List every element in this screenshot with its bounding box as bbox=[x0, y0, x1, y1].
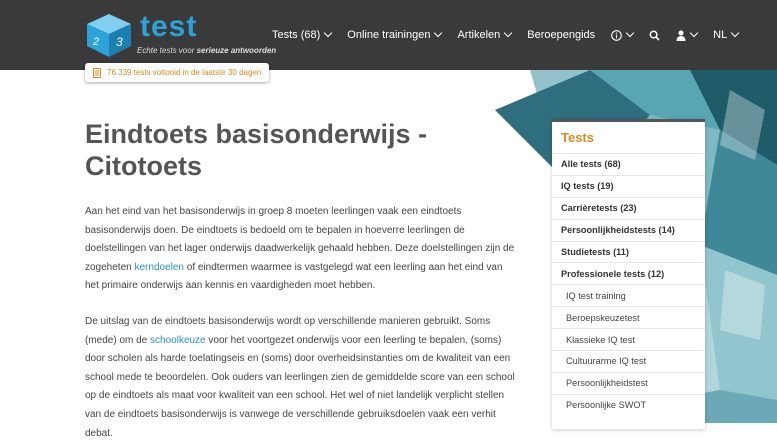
nav-item-artikelen[interactable] bbox=[457, 29, 511, 41]
site-logo[interactable] bbox=[85, 12, 275, 60]
sidebar-subitem-iq-test-training[interactable]: IQ test training bbox=[552, 284, 705, 306]
nav-user-menu[interactable] bbox=[676, 30, 697, 41]
sidebar-subitem-beroepskeuzetest[interactable]: Beroepskeuzetest bbox=[552, 306, 705, 328]
sidebar-item-iq-tests[interactable]: IQ tests (19) bbox=[552, 175, 705, 197]
sidebar-item-carrieretests[interactable]: Carrièretests (23) bbox=[552, 197, 705, 219]
user-icon bbox=[676, 30, 686, 41]
nav-item-tests[interactable] bbox=[272, 29, 331, 41]
p1-text-a: Aan het eind van het basisonderwijs in groep 8 moeten leerlingen vaak een eindtoets basisonderwijs doen. De eindtoets is bedoeld om te bepalen in hoeverre leerlingen de doelstellingen van het lager onderwijs daadwerkelijk gehaald hebben. Deze doelstellingen zijn de zogeheten bbox=[85, 206, 515, 273]
nav-item-online-trainingen[interactable] bbox=[347, 29, 441, 41]
chevron-down-icon bbox=[690, 29, 698, 37]
info-icon bbox=[611, 30, 622, 41]
tests-sidebar bbox=[552, 119, 705, 429]
nav-info-menu[interactable] bbox=[611, 30, 633, 41]
logo-tagline bbox=[137, 46, 276, 55]
sidebar-subitem-persoonlijkheidstest[interactable]: Persoonlijkheidstest bbox=[552, 372, 705, 394]
document-icon bbox=[93, 68, 101, 78]
chevron-down-icon bbox=[626, 29, 634, 37]
sidebar-title: Tests bbox=[561, 130, 594, 145]
usage-paragraph bbox=[85, 313, 515, 443]
chevron-down-icon bbox=[324, 29, 332, 37]
badge-text: 76.339 tests voltooid in de laatste 30 dagen bbox=[107, 68, 262, 77]
svg-text:2: 2 bbox=[93, 36, 100, 48]
p2-text-b: voor het voortgezet onderwijs voor een leerling te bepalen, (soms) door scholen als harde toelatingseis en (soms) door overheidsinstanties om de kwaliteit van een school mede te beoordelen. Ook ouders van leerlingen zien de gemiddelde score van een school op de eindtoets als maat voor kwaliteit van een school. Het wel of niet landelijk verplicht stellen van de eindtoets basisonderwijs is vanwege de verschillende gebruiksdoelen vaak een verhit debat. bbox=[85, 334, 515, 439]
main-nav bbox=[272, 0, 754, 70]
nav-tests-label: Tests (68) bbox=[272, 29, 321, 41]
nav-item-beroepengids[interactable] bbox=[527, 29, 595, 41]
p1-text-b: of eindtermen waarmee is vastgelegd wat een leerling aan het eind van het primaire onderwijs aan kennis en vaardigheden moet hebben. bbox=[85, 261, 503, 292]
sidebar-subitem-persoonlijke-swot[interactable]: Persoonlijke SWOT bbox=[552, 394, 705, 416]
logo-wordmark: test bbox=[140, 10, 198, 43]
chevron-down-icon bbox=[504, 29, 512, 37]
nav-artikelen-label: Artikelen bbox=[457, 29, 501, 41]
svg-text:3: 3 bbox=[116, 35, 123, 49]
sidebar-subitem-klassieke-iq-test[interactable]: Klassieke IQ test bbox=[552, 328, 705, 350]
search-icon bbox=[649, 30, 660, 41]
nav-language[interactable] bbox=[713, 29, 738, 41]
header-bar bbox=[0, 0, 777, 70]
tagline-text: Echte tests voor bbox=[137, 46, 197, 55]
nav-beroepengids-label: Beroepengids bbox=[527, 29, 596, 41]
p2-text-a: De uitslag van de eindtoets basisonderwijs wordt op verschillende manieren gebruikt. Soms (mede) om de bbox=[85, 316, 491, 346]
sidebar-subitem-cultuurarme-iq-test[interactable]: Cultuurarme IQ test bbox=[552, 350, 705, 372]
chevron-down-icon bbox=[731, 29, 739, 37]
chevron-down-icon bbox=[434, 29, 442, 37]
logo-cube-icon bbox=[85, 12, 133, 58]
kerndoelen-link[interactable]: kerndoelen bbox=[134, 261, 184, 273]
sidebar-item-studietests[interactable]: Studietests (11) bbox=[552, 241, 705, 263]
intro-paragraph bbox=[85, 203, 515, 296]
sidebar-item-professionele-tests[interactable]: Professionele tests (12) bbox=[552, 262, 705, 284]
title-line-2: Citotoets bbox=[85, 151, 202, 181]
page-title bbox=[85, 118, 465, 182]
sidebar-item-persoonlijkheidstests[interactable]: Persoonlijkheidstests (14) bbox=[552, 219, 705, 241]
tests-completed-badge bbox=[85, 63, 269, 82]
title-line-1: Eindtoets basisonderwijs - bbox=[85, 119, 428, 149]
nav-trainingen-label: Online trainingen bbox=[347, 29, 431, 41]
sidebar-item-alle-tests[interactable]: Alle tests (68) bbox=[552, 153, 705, 175]
tagline-bold: serieuze antwoorden bbox=[196, 46, 277, 55]
language-label: NL bbox=[713, 29, 728, 41]
schoolkeuze-link[interactable]: schoolkeuze bbox=[150, 334, 206, 346]
nav-search[interactable] bbox=[649, 30, 660, 41]
